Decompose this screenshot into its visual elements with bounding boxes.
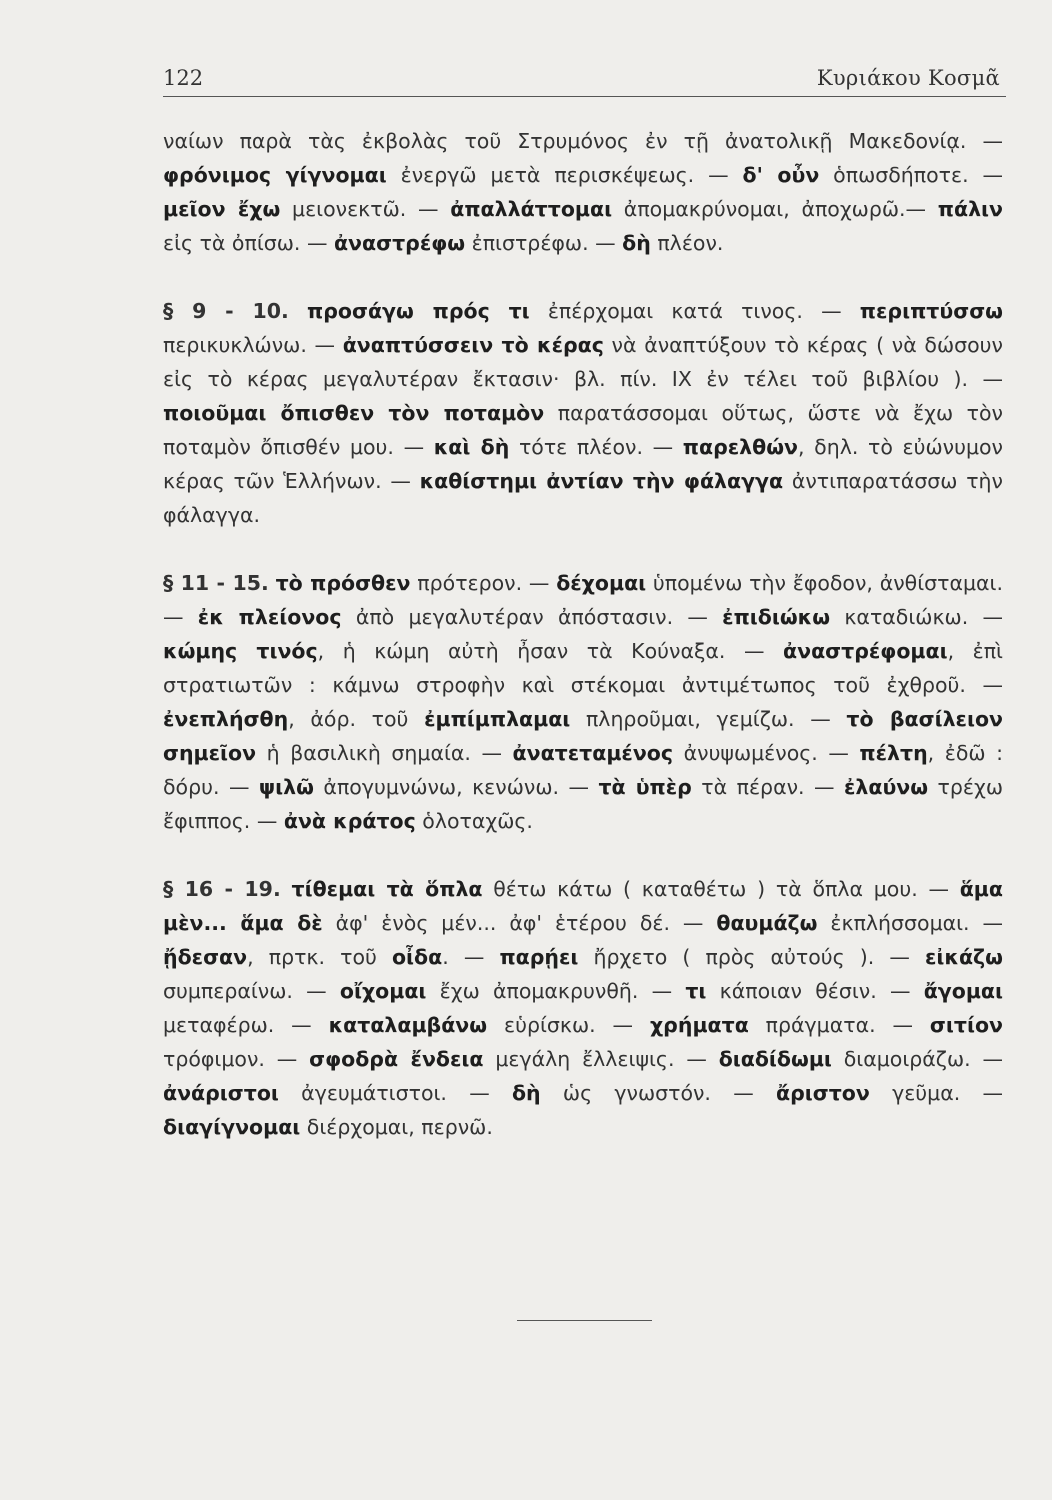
headword: ἀναστρέφω xyxy=(333,231,466,255)
gloss-text: , δηλ. τὸ εὐώνυμον κέρας τῶν Ἑλλήνων. — xyxy=(163,435,1004,493)
gloss-text: πρότερον. — xyxy=(410,571,557,595)
gloss-text: μεταφέρω. — xyxy=(163,1013,329,1037)
headword: σφοδρὰ ἔνδεια xyxy=(309,1047,484,1071)
headword: ᾔδεσαν xyxy=(163,945,248,969)
gloss-text: γεῦμα. — xyxy=(869,1081,1003,1105)
headword: ἅμα μὲν... ἅμα δὲ xyxy=(163,877,1003,935)
gloss-text: πληροῦμαι, γεμίζω. — xyxy=(570,707,847,731)
gloss-text: ἀγευμάτιστοι. — xyxy=(278,1081,512,1105)
headword: τὸ πρόσθεν xyxy=(275,571,411,595)
headword: ἀναστρέφομαι xyxy=(783,639,948,663)
headword: θαυμάζω xyxy=(716,911,818,935)
headword: ποιοῦμαι ὄπισθεν τὸν ποταμὸν xyxy=(163,401,545,425)
gloss-text: παρατάσσομαι οὕτως, ὥστε νὰ ἔχω τὸν ποταμὸν ὄπισθέν μου. — xyxy=(163,401,1003,459)
headword: ἀνάριστοι xyxy=(163,1081,279,1105)
headword: ἐπιδιώκω xyxy=(722,605,831,629)
gloss-text: ἀντιπαρατάσσω τὴν φάλαγγα. xyxy=(163,469,1003,527)
headword: παρελθών xyxy=(682,435,799,459)
headword: ἀνατεταμένος xyxy=(512,741,674,765)
glossary-paragraph xyxy=(163,566,1003,838)
headword: ἐλαύνω xyxy=(843,775,929,799)
headword: καθίστημι ἀντίαν τὴν φάλαγγα xyxy=(419,469,784,493)
headword: τι xyxy=(685,979,707,1003)
headword: ἀναπτύσσειν τὸ κέρας xyxy=(342,333,604,357)
gloss-text xyxy=(269,571,276,595)
headword: ἀνὰ κράτος xyxy=(283,809,416,833)
gloss-text: ὑπομένω τὴν ἔφοδον, ἀνθίσταμαι. — xyxy=(163,571,1004,629)
headword: δὴ xyxy=(622,231,651,255)
headword: ἐκ πλείονος xyxy=(197,605,342,629)
gloss-text: μειονεκτῶ. — xyxy=(280,197,451,221)
headword: τὰ ὑπὲρ xyxy=(598,775,692,799)
gloss-text: ἀπὸ μεγαλυτέραν ἀπόστασιν. — xyxy=(341,605,723,629)
section-marker: § 9 - 10. xyxy=(163,299,289,323)
section-marker: § 16 - 19. xyxy=(163,877,281,901)
headword: ἄριστον xyxy=(775,1081,870,1105)
headword: οἶδα xyxy=(391,945,443,969)
gloss-text: ἀπογυμνώνω, κενώνω. — xyxy=(313,775,599,799)
headword: κώμης τινός xyxy=(163,639,318,663)
gloss-text: ἐπιστρέφω. — xyxy=(465,231,623,255)
gloss-text: διέρχομαι, περνῶ. xyxy=(300,1115,493,1139)
gloss-text: . — xyxy=(442,945,500,969)
headword: φρόνιμος γίγνομαι xyxy=(163,163,387,187)
headword: καταλαμβάνω xyxy=(328,1013,488,1037)
gloss-text: ὡς γνωστόν. — xyxy=(540,1081,776,1105)
gloss-text: ὁπωσδήποτε. — xyxy=(819,163,1003,187)
gloss-text: νὰ ἀναπτύξουν τὸ κέρας ( νὰ δώσουν εἰς τὸ κέρας μεγαλυτέραν ἔκτασιν· βλ. πίν. IX ἐν τέλει τοῦ βιβλίου ). — xyxy=(163,333,1003,391)
gloss-text: περικυκλώνω. — xyxy=(163,333,343,357)
glossary-paragraph xyxy=(163,872,1003,1144)
gloss-text: ἐνεργῶ μετὰ περισκέψεως. — xyxy=(386,163,743,187)
gloss-text: , ἐδῶ : δόρυ. — xyxy=(163,741,1003,799)
gloss-text: ἀνυψωμένος. — xyxy=(673,741,860,765)
headword: δὴ xyxy=(511,1081,541,1105)
headword: τίθεμαι τὰ ὅπλα xyxy=(291,877,483,901)
gloss-text: τὰ πέραν. — xyxy=(691,775,844,799)
gloss-text: , πρτκ. τοῦ xyxy=(247,945,392,969)
glossary-paragraph xyxy=(163,124,1003,260)
gloss-text: πράγματα. — xyxy=(748,1013,930,1037)
headword: ψιλῶ xyxy=(258,775,314,799)
headword: παρῄει xyxy=(499,945,579,969)
end-rule xyxy=(517,1320,652,1321)
gloss-text: συμπεραίνω. — xyxy=(163,979,340,1003)
headword: περιπτύσσω xyxy=(859,299,1003,323)
headword: προσάγω πρός τι xyxy=(307,299,530,323)
gloss-text: διαμοιράζω. — xyxy=(831,1047,1003,1071)
headword: καὶ δὴ xyxy=(433,435,510,459)
headword: πέλτη xyxy=(859,741,928,765)
headword: μεῖον ἔχω xyxy=(163,197,281,221)
headword: διαδίδωμι xyxy=(718,1047,832,1071)
gloss-text: κάποιαν θέσιν. — xyxy=(706,979,924,1003)
header-rule xyxy=(163,96,1006,97)
gloss-text: τρόφιμον. — xyxy=(163,1047,310,1071)
page-number: 122 xyxy=(163,66,204,90)
page-header xyxy=(163,66,1000,96)
running-title: Κυριάκου Κοσμᾶ xyxy=(816,66,1000,90)
headword: διαγίγνομαι xyxy=(163,1115,301,1139)
gloss-text: ἔχω ἀπομακρυνθῆ. — xyxy=(426,979,686,1003)
gloss-text: ἐκπλήσσομαι. — xyxy=(817,911,1004,935)
section-marker: § 11 - 15. xyxy=(163,571,269,595)
headword: τὸ βασίλειον σημεῖον xyxy=(163,707,1003,765)
gloss-text xyxy=(281,877,292,901)
glossary-body xyxy=(163,124,1003,1144)
headword: πάλιν xyxy=(937,197,1003,221)
gloss-text: τρέχω ἔφιππος. — xyxy=(163,775,1003,833)
gloss-text: μεγάλη ἔλλειψις. — xyxy=(483,1047,719,1071)
gloss-text: ἤρχετο ( πρὸς αὐτούς ). — xyxy=(578,945,925,969)
gloss-text: εὑρίσκω. — xyxy=(487,1013,650,1037)
gloss-text: τότε πλέον. — xyxy=(509,435,683,459)
gloss-text: , ἀόρ. τοῦ xyxy=(288,707,425,731)
gloss-text: εἰς τὰ ὀπίσω. — xyxy=(163,231,334,255)
headword: σιτίον xyxy=(929,1013,1003,1037)
gloss-text: ἀφ' ἑνὸς μέν... ἀφ' ἑτέρου δέ. — xyxy=(322,911,717,935)
headword: δέχομαι xyxy=(556,571,647,595)
headword: οἴχομαι xyxy=(339,979,427,1003)
headword: ἄγομαι xyxy=(923,979,1004,1003)
gloss-text: , ἐπὶ στρατιωτῶν : κάμνω στροφὴν καὶ στέκομαι ἀντιμέτωπος τοῦ ἐχθροῦ. — xyxy=(163,639,1003,697)
headword: ἐνεπλήσθη xyxy=(163,707,289,731)
gloss-text: πλέον. xyxy=(650,231,724,255)
headword: χρήματα xyxy=(649,1013,749,1037)
gloss-text: , ἡ κώμη αὐτὴ ἦσαν τὰ Κούναξα. — xyxy=(317,639,784,663)
headword: δ' οὖν xyxy=(742,163,820,187)
glossary-paragraph xyxy=(163,294,1003,532)
gloss-text: ναίων παρὰ τὰς ἐκβολὰς τοῦ Στρυμόνος ἐν τῇ ἀνατολικῇ Μακεδονίᾳ. — xyxy=(163,129,1003,153)
gloss-text: καταδιώκω. — xyxy=(830,605,1003,629)
headword: ἐμπίμπλαμαι xyxy=(424,707,571,731)
headword: ἀπαλλάττομαι xyxy=(450,197,613,221)
gloss-text: θέτω κάτω ( καταθέτω ) τὰ ὅπλα μου. — xyxy=(482,877,960,901)
gloss-text xyxy=(289,299,307,323)
gloss-text: ἡ βασιλικὴ σημαία. — xyxy=(256,741,513,765)
gloss-text: ὁλοταχῶς. xyxy=(415,809,533,833)
headword: εἰκάζω xyxy=(925,945,1003,969)
gloss-text: ἐπέρχομαι κατά τινος. — xyxy=(529,299,860,323)
gloss-text: ἀπομακρύνομαι, ἀποχωρῶ.— xyxy=(612,197,938,221)
